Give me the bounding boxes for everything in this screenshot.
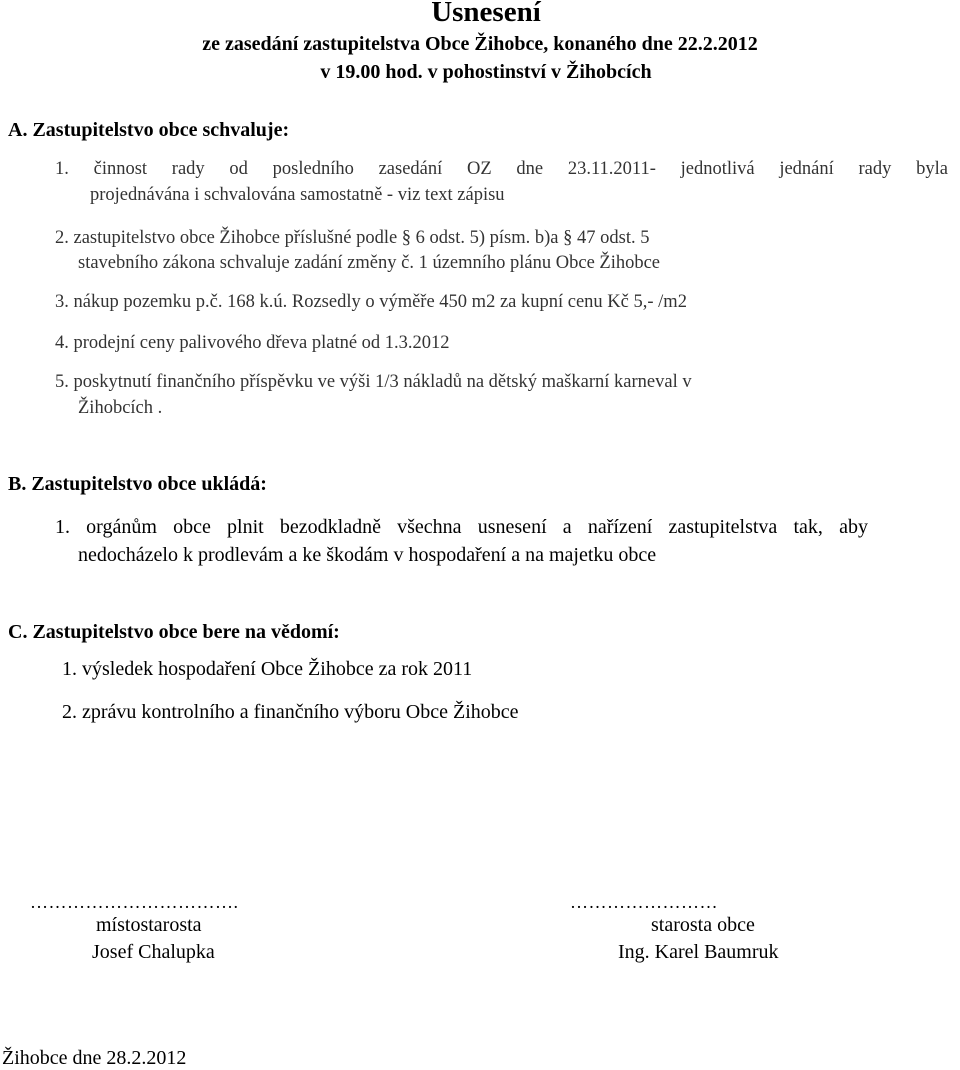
signature-name-left: Josef Chalupka [92, 941, 215, 963]
section-a-item-4: 4. prodejní ceny palivového dřeva platné od 1.3.2012 [55, 333, 450, 353]
section-a-item-5-line2: Žihobcích . [78, 398, 163, 418]
signature-line-left: ……………………………. [30, 892, 239, 912]
section-c-item-2: 2. zprávu kontrolního a finančního výboru Obce Žihobce [62, 701, 519, 723]
section-a-item-1-line2: projednávána i schvalována samostatně - viz text zápisu [90, 185, 505, 205]
meeting-info-line1: ze zasedání zastupitelstva Obce Žihobce, konaného dne 22.2.2012 [202, 33, 758, 55]
document-title: Usnesení [431, 0, 541, 28]
section-b-item-1-line1: 1. orgánům obce plnit bezodkladně všechna usnesení a nařízení zastupitelstva tak, aby [55, 516, 868, 538]
signature-line-right: …………………… [570, 892, 718, 912]
section-a-item-2-line1: 2. zastupitelstvo obce Žihobce příslušné podle § 6 odst. 5) písm. b)a § 47 odst. 5 [55, 228, 650, 248]
section-b-item-1-line2: nedocházelo k prodlevám a ke škodám v hospodaření a na majetku obce [78, 544, 657, 566]
section-a-item-1-line1: 1. činnost rady od posledního zasedání OZ dne 23.11.2011- jednotlivá jednání rady byla [55, 159, 948, 179]
place-and-date: Žihobce dne 28.2.2012 [2, 1047, 187, 1069]
section-a-item-5-line1: 5. poskytnutí finančního příspěvku ve výši 1/3 nákladů na dětský maškarní karneval v [55, 372, 692, 392]
signature-role-right: starosta obce [651, 914, 755, 936]
section-a-heading: A. Zastupitelstvo obce schvaluje: [8, 119, 290, 141]
section-a-item-3: 3. nákup pozemku p.č. 168 k.ú. Rozsedly o výměře 450 m2 za kupní cenu Kč 5,- /m2 [55, 292, 687, 312]
section-a-item-2-line2: stavebního zákona schvaluje zadání změny č. 1 územního plánu Obce Žihobce [78, 253, 661, 273]
meeting-info-line2: v 19.00 hod. v pohostinství v Žihobcích [320, 61, 652, 83]
section-c-item-1: 1. výsledek hospodaření Obce Žihobce za rok 2011 [62, 658, 473, 680]
signature-role-left: místostarosta [96, 914, 202, 936]
signature-name-right: Ing. Karel Baumruk [618, 941, 779, 963]
section-b-heading: B. Zastupitelstvo obce ukládá: [8, 473, 267, 495]
section-c-heading: C. Zastupitelstvo obce bere na vědomí: [8, 621, 340, 643]
